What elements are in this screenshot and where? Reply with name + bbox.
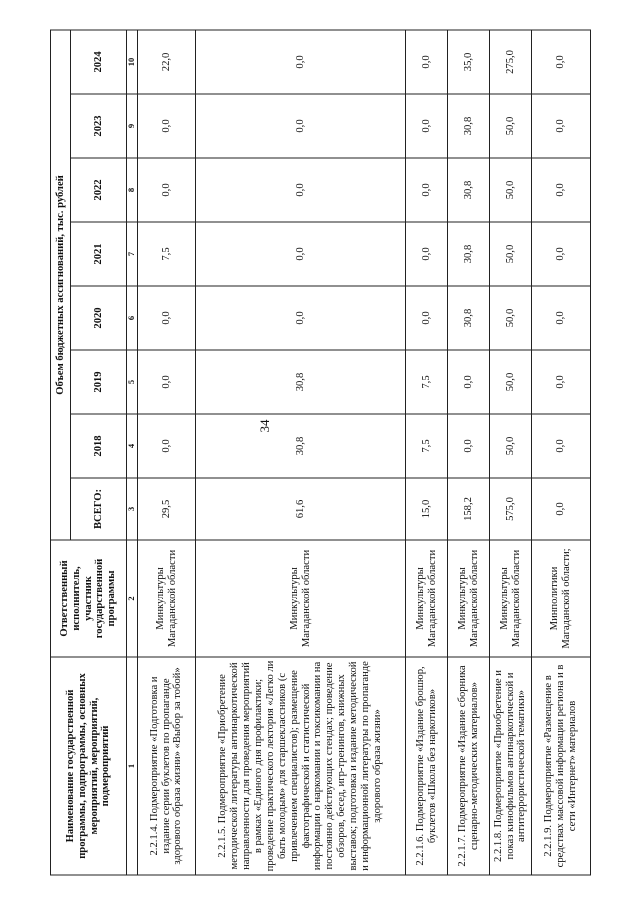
row-value: 0,0 (448, 350, 490, 414)
row-value: 35,0 (448, 29, 490, 93)
header-year: 2019 (71, 350, 127, 414)
row-value: 50,0 (490, 350, 532, 414)
row-executor: Минкультуры Магаданской области (138, 540, 196, 657)
table-row (406, 29, 448, 874)
row-value: 0,0 (196, 286, 406, 350)
row-value: 30,8 (196, 350, 406, 414)
row-name: 2.2.1.9. Подмероприятие «Размещение в средствах массовой информации региона и в сети «Интернет» материалов (532, 657, 591, 875)
row-value: 0,0 (196, 222, 406, 286)
row-value: 30,8 (196, 414, 406, 478)
row-total: 575,0 (490, 478, 532, 540)
budget-table (50, 29, 591, 875)
row-value: 0,0 (532, 94, 591, 158)
row-total: 29,5 (138, 478, 196, 540)
row-value: 0,0 (196, 94, 406, 158)
row-value: 0,0 (448, 414, 490, 478)
row-name: 2.2.1.5. Подмероприятие «Приобретение методической литературы антинаркотической направленности для проведения мероприятий в рамках «Единого дня профилактики; проведение практического лектория «Легко ли быть молодым» для старшеклассников (с привлечением специалистов); размещение фактографической и статистической информации о наркомании и токсикомании на постоянно действующих стендах; проведение обзоров, бесед, игр-тренингов, книжных выставок; подготовка и издание методической и информационной литературы по пропаганде здорового образа жизни» (196, 657, 406, 875)
column-number: 8 (127, 158, 138, 222)
header-executor: Ответственный исполнитель, участник государственной программы (51, 540, 127, 657)
row-total: 15,0 (406, 478, 448, 540)
row-value: 0,0 (532, 158, 591, 222)
table-row (448, 29, 490, 874)
row-value: 0,0 (138, 350, 196, 414)
table-row (138, 29, 196, 874)
row-value: 0,0 (196, 158, 406, 222)
row-value: 30,8 (448, 158, 490, 222)
row-executor: Минполитики Магаданской области; (532, 540, 591, 657)
row-value: 50,0 (490, 286, 532, 350)
row-value: 30,8 (448, 286, 490, 350)
row-total: 0,0 (532, 478, 591, 540)
header-year: 2022 (71, 158, 127, 222)
column-number: 9 (127, 94, 138, 158)
column-number: 2 (127, 540, 138, 657)
row-value: 50,0 (490, 94, 532, 158)
row-value: 50,0 (490, 414, 532, 478)
row-executor: Минкультуры Магаданской области (196, 540, 406, 657)
column-number: 1 (127, 657, 138, 875)
row-name: 2.2.1.4. Подмероприятие «Подготовка и издание серии буклетов по пропаганде здорового образа жизни» «Выбор за тобой» (138, 657, 196, 875)
row-executor: Минкультуры Магаданской области (490, 540, 532, 657)
row-value: 30,8 (448, 222, 490, 286)
column-number: 3 (127, 478, 138, 540)
row-value: 7,5 (138, 222, 196, 286)
row-value: 0,0 (406, 222, 448, 286)
table-row (196, 29, 406, 874)
row-value: 30,8 (448, 94, 490, 158)
header-name: Наименование государственной программы, подпрограммы, основных мероприятий, мероприятий, подмероприятий (51, 657, 127, 875)
row-value: 0,0 (406, 158, 448, 222)
row-value: 0,0 (406, 29, 448, 93)
row-value: 0,0 (406, 286, 448, 350)
row-executor: Минкультуры Магаданской области (448, 540, 490, 657)
table-row (490, 29, 532, 874)
row-value: 0,0 (532, 414, 591, 478)
row-value: 0,0 (532, 286, 591, 350)
header-total: ВСЕГО: (71, 478, 127, 540)
row-name: 2.2.1.7. Подмероприятие «Издание сборника сценарно-методических материалов» (448, 657, 490, 875)
row-value: 0,0 (532, 29, 591, 93)
header-budget: Объем бюджетных ассигнований, тыс. рублей (51, 29, 71, 539)
rotated-page (50, 30, 590, 875)
column-number: 5 (127, 350, 138, 414)
column-number: 10 (127, 29, 138, 93)
row-total: 158,2 (448, 478, 490, 540)
row-executor: Минкультуры Магаданской области (406, 540, 448, 657)
header-year: 2021 (71, 222, 127, 286)
row-value: 50,0 (490, 158, 532, 222)
column-number: 4 (127, 414, 138, 478)
row-value: 7,5 (406, 414, 448, 478)
page-number: 34 (257, 419, 272, 433)
row-name: 2.2.1.8. Подмероприятие «Приобретение и показ кинофильмов антинаркотической и антитеррористической тематики» (490, 657, 532, 875)
header-year: 2018 (71, 414, 127, 478)
header-year: 2020 (71, 286, 127, 350)
header-year: 2023 (71, 94, 127, 158)
row-value: 0,0 (406, 94, 448, 158)
row-value: 50,0 (490, 222, 532, 286)
header-year: 2024 (71, 29, 127, 93)
row-value: 0,0 (138, 286, 196, 350)
row-name: 2.2.1.6. Подмероприятие «Издание брошюр, буклетов «Школа без наркотиков» (406, 657, 448, 875)
row-value: 275,0 (490, 29, 532, 93)
row-value: 0,0 (196, 29, 406, 93)
table-row (532, 29, 591, 874)
column-number: 7 (127, 222, 138, 286)
row-value: 0,0 (138, 414, 196, 478)
row-value: 0,0 (532, 350, 591, 414)
row-total: 61,6 (196, 478, 406, 540)
row-value: 22,0 (138, 29, 196, 93)
row-value: 0,0 (138, 158, 196, 222)
row-value: 0,0 (532, 222, 591, 286)
row-value: 7,5 (406, 350, 448, 414)
column-number: 6 (127, 286, 138, 350)
row-value: 0,0 (138, 94, 196, 158)
